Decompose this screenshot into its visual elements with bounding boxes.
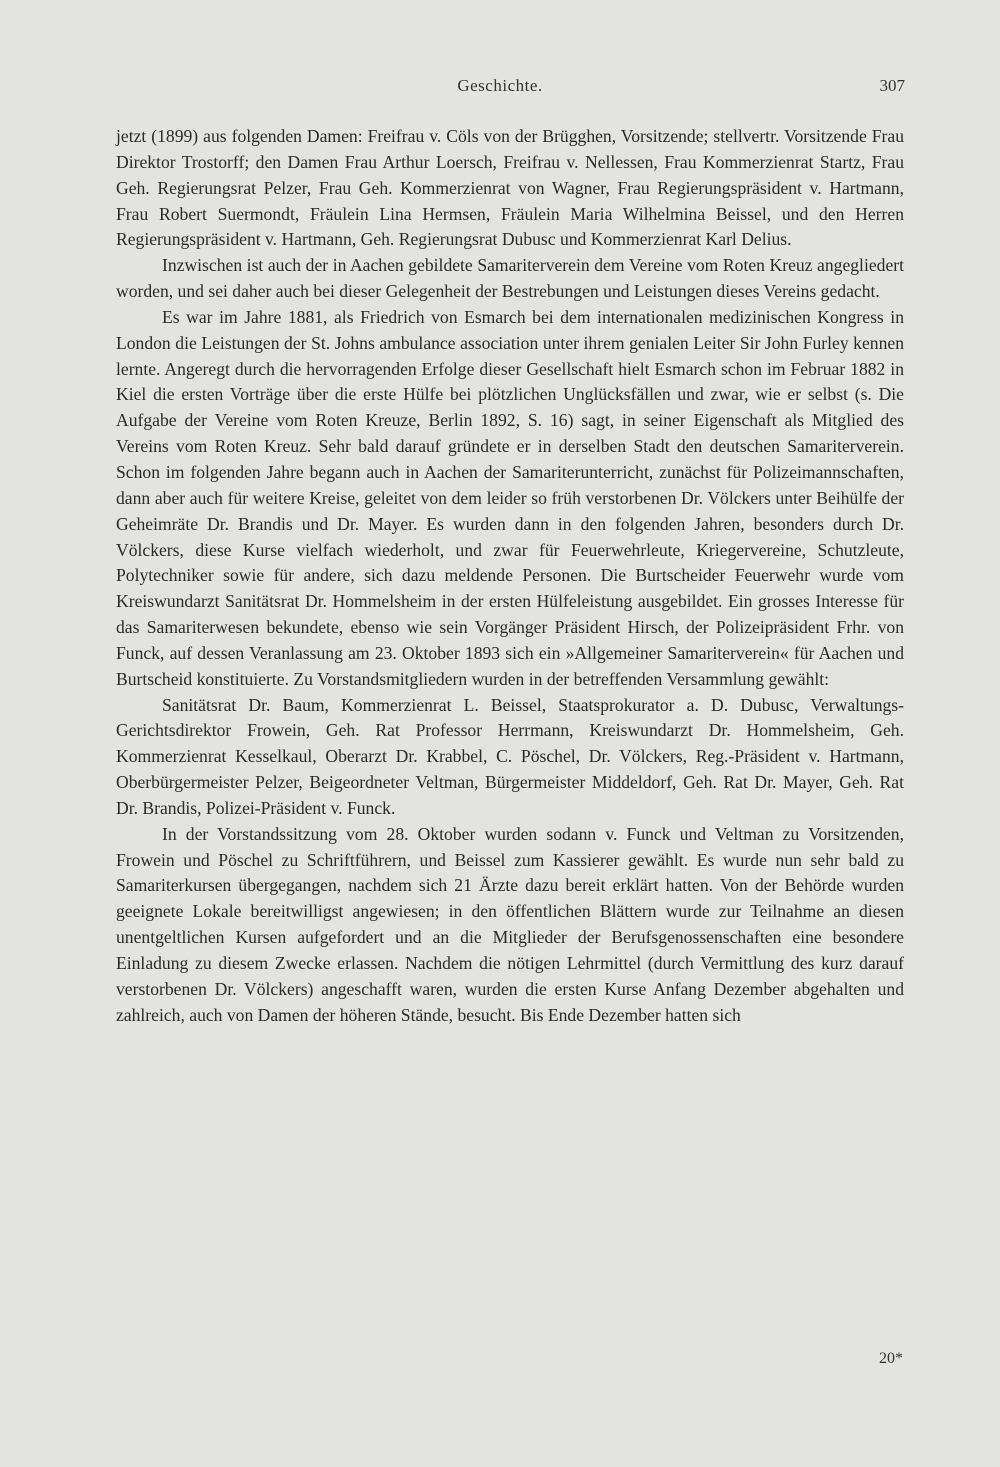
page-number: 307 bbox=[879, 76, 905, 95]
paragraph: Es war im Jahre 1881, als Friedrich von Esmarch bei dem internationalen medizinischen Kongress in London die Leistungen der St. Johns ambulance association unter ihrem genialen Leiter Sir John Furley kennen lernte. Angeregt durch die hervorragenden Erfolge dieser Gesellschaft hielt Esmarch schon im Februar 1882 in Kiel die ersten Vorträge über die erste Hülfe bei plötzlichen Unglücksfällen und zwar, wie er selbst (s. Die Aufgabe der Vereine vom Roten Kreuze, Berlin 1892, S. 16) sagt, in seiner Eigenschaft als Mitglied des Vereins vom Roten Kreuz. Sehr bald darauf gründete er in derselben Stadt den deutschen Samariterverein. Schon im folgenden Jahre begann auch in Aachen der Samariterunterricht, zunächst für Polizeimannschaften, dann aber auch für weitere Kreise, geleitet von dem leider so früh verstorbenen Dr. Völckers unter Beihülfe der Geheimräte Dr. Brandis und Dr. Mayer. Es wurden dann in den folgenden Jahren, besonders durch Dr. Völckers, diese Kurse vielfach wiederholt, und zwar für Feuerwehrleute, Kriegervereine, Schutzleute, Polytechniker sowie für andere, sich dazu meldende Personen. Die Burtscheider Feuerwehr wurde vom Kreiswundarzt Sanitätsrat Dr. Hommelsheim in der ersten Hülfeleistung ausgebildet. Ein grosses Interesse für das Samariterwesen bekundete, ebenso wie sein Vorgänger Präsident Hirsch, der Polizeipräsident Frhr. von Funck, auf dessen Veranlassung am 23. Oktober 1893 sich ein »Allgemeiner Samariterverein« für Aachen und Burtscheid konstituierte. Zu Vorstandsmitgliedern wurden in der betreffenden Versammlung gewählt: bbox=[116, 306, 904, 689]
paragraph: Inzwischen ist auch der in Aachen gebildete Samariterverein dem Vereine vom Roten Kreuz angegliedert worden, und sei daher auch bei dieser Gelegenheit der Bestrebungen und Leistungen dieses Vereins gedacht. bbox=[116, 255, 904, 302]
running-title: Geschichte. bbox=[457, 76, 543, 95]
paragraph: In der Vorstandssitzung vom 28. Oktober wurden sodann v. Funck und Veltman zu Vorsitzenden, Frowein und Pöschel zu Schriftführern, und Beissel zum Kassierer gewählt. Es wurde nun sehr bald zu Samariterkursen übergegangen, nachdem sich 21 Ärzte dazu bereit erklärt hatten. Von der Behörde wurden geeignete Lokale bereitwilligst angewiesen; in den öffentlichen Blättern wurde zur Teilnahme an diesen unentgeltlichen Kursen aufgefordert und an die Mitglieder der Berufsgenossenschaften eine besondere Einladung zu diesem Zwecke erlassen. Nachdem die nötigen Lehrmittel (durch Vermittlung des kurz darauf verstorbenen Dr. Völckers) angeschafft waren, wurden die ersten Kurse Anfang Dezember abgehalten und zahlreich, auch von Damen der höheren Stände, besucht. Bis Ende Dezember hatten sich bbox=[116, 823, 904, 1025]
page-header bbox=[0, 76, 1000, 104]
body-text bbox=[116, 124, 904, 1029]
signature-mark: 20* bbox=[879, 1350, 903, 1367]
paragraph-member-list: Sanitätsrat Dr. Baum, Kommerzienrat L. Beissel, Staatsprokurator a. D. Dubusc, Verwaltungs-Gerichtsdirektor Frowein, Geh. Rat Professor Herrmann, Kreiswundarzt Dr. Hommelsheim, Geh. Kommerzienrat Kesselkaul, Oberarzt Dr. Krabbel, C. Pöschel, Dr. Völckers, Reg.-Präsident v. Hartmann, Oberbürgermeister Pelzer, Beigeordneter Veltman, Bürgermeister Middeldorf, Geh. Rat Dr. Mayer, Geh. Rat Dr. Brandis, Polizei-Präsident v. Funck. bbox=[116, 694, 904, 818]
paragraph-continuation: jetzt (1899) aus folgenden Damen: Freifrau v. Cöls von der Brügghen, Vorsitzende; stellvertr. Vorsitzende Frau Direktor Trostorff; den Damen Frau Arthur Loersch, Freifrau v. Nellessen, Frau Kommerzienrat Startz, Frau Geh. Regierungsrat Pelzer, Frau Geh. Kommerzienrat von Wagner, Frau Regierungspräsident v. Hartmann, Frau Robert Suermondt, Fräulein Lina Hermsen, Fräulein Maria Wilhelmina Beissel, und den Herren Regierungspräsident v. Hartmann, Geh. Regierungsrat Dubusc und Kommerzienrat Karl Delius. bbox=[116, 126, 904, 250]
